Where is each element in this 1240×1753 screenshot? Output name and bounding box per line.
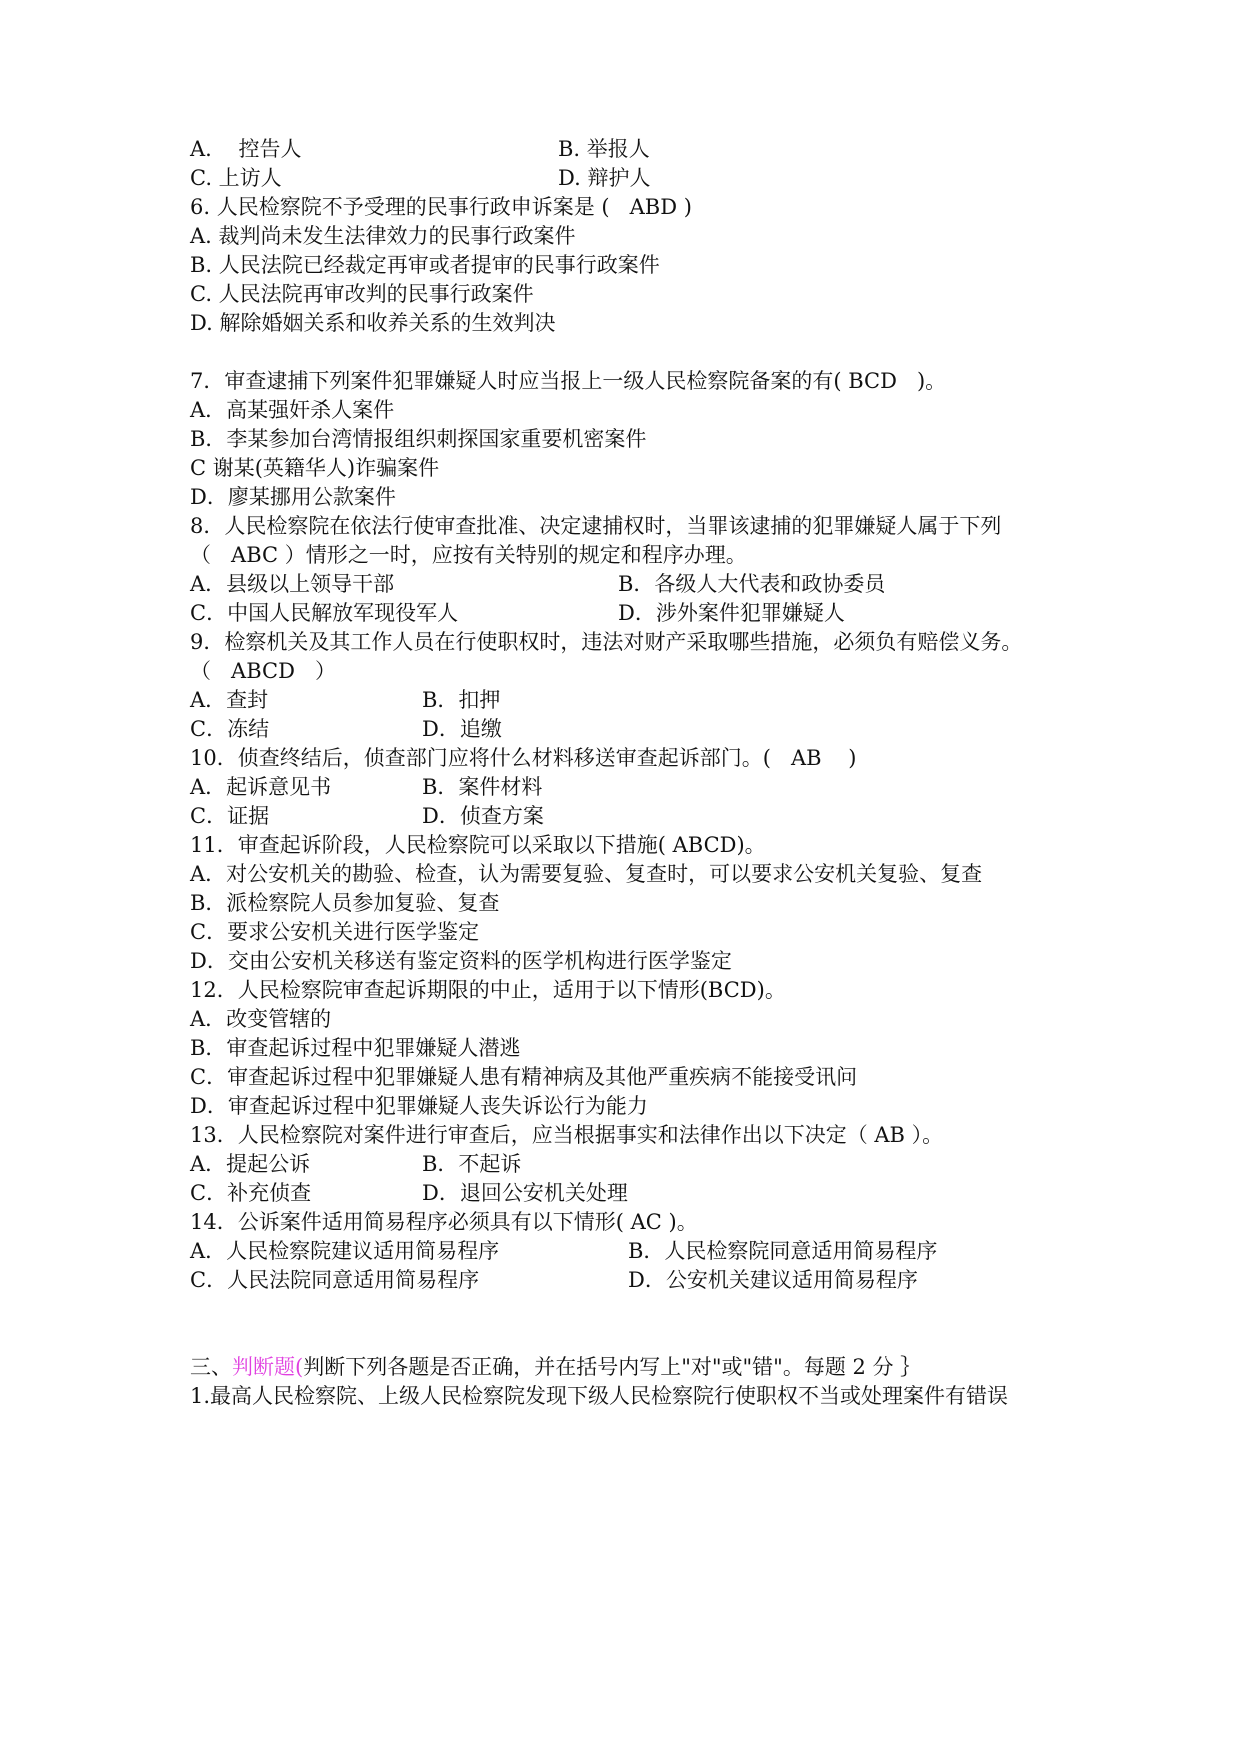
q6-option-c: C. 人民法院再审改判的民事行政案件 [190,282,534,306]
q10-option-d: D．侦查方案 [422,804,544,828]
q11-option-d: D．交由公安机关移送有鉴定资料的医学机构进行医学鉴定 [190,949,732,973]
q9-option-d: D．追缴 [422,717,502,741]
q10-option-a: A．起诉意见书 [190,775,332,799]
q8-options-row-1 [190,569,886,599]
q10-options-row-1 [190,772,543,802]
q8-options-row-2 [190,598,845,628]
q10-options-row-2 [190,801,544,831]
q8-option-c: C．中国人民解放军现役军人 [190,601,459,625]
q5-options-row-1 [190,134,650,164]
q11-option-c: C．要求公安机关进行医学鉴定 [190,920,480,944]
section-3-heading [190,1352,921,1382]
q8-option-a: A．县级以上领导干部 [190,572,395,596]
q14-options-row-2 [190,1265,918,1295]
q6-stem: 6. 人民检察院不予受理的民事行政申诉案是 ( ABD ) [190,195,692,219]
q9-option-c: C．冻结 [190,717,270,741]
q7-option-a: A．高某强奸杀人案件 [190,398,395,422]
q8-option-d: D．涉外案件犯罪嫌疑人 [618,601,845,625]
q14-option-a: A．人民检察院建议适用简易程序 [190,1239,500,1263]
q9-stem-line-1: 9．检察机关及其工作人员在行使职权时，违法对财产采取哪些措施，必须负有赔偿义务。 [190,630,1023,654]
q11-option-a: A．对公安机关的勘验、检查，认为需要复验、复查时，可以要求公安机关复验、复查 [190,862,983,886]
q9-option-b: B．扣押 [422,688,501,712]
q9-stem-line-2: （ ABCD ） [190,659,336,683]
q11-stem: 11．审查起诉阶段，人民检察院可以采取以下措施( ABCD)。 [190,833,766,857]
section-3-title: 判断题( [232,1355,304,1379]
q14-option-c: C．人民法院同意适用简易程序 [190,1268,480,1292]
q14-stem: 14．公诉案件适用简易程序必须具有以下情形( AC )。 [190,1210,698,1234]
q12-option-b: B．审查起诉过程中犯罪嫌疑人潜逃 [190,1036,521,1060]
q5-option-c: C. 上访人 [190,166,282,190]
q13-option-d: D．退回公安机关处理 [422,1181,628,1205]
q6-option-b: B. 人民法院已经裁定再审或者提审的民事行政案件 [190,253,660,277]
q10-option-c: C．证据 [190,804,270,828]
q7-stem: 7．审查逮捕下列案件犯罪嫌疑人时应当报上一级人民检察院备案的有( BCD )。 [190,369,947,393]
q5-option-b: B. 举报人 [558,137,650,161]
q14-option-d: D．公安机关建议适用简易程序 [628,1268,918,1292]
q7-option-b: B．李某参加台湾情报组织刺探国家重要机密案件 [190,427,647,451]
q13-option-b: B．不起诉 [422,1152,522,1176]
q5-option-d: D. 辩护人 [558,166,651,190]
q14-option-b: B．人民检察院同意适用简易程序 [628,1239,938,1263]
q9-options-row-2 [190,714,502,744]
q5-options-row-2 [190,163,651,193]
q8-stem-line-1: 8．人民检察院在依法行使审查批准、决定逮捕权时，当罪该逮捕的犯罪嫌疑人属于下列 [190,514,1002,538]
q13-option-c: C．补充侦查 [190,1181,312,1205]
q14-options-row-1 [190,1236,938,1266]
q9-option-a: A．查封 [190,688,269,712]
section-3-prefix: 三、 [190,1355,232,1379]
q6-option-d: D. 解除婚姻关系和收养关系的生效判决 [190,311,556,335]
q9-options-row-1 [190,685,501,715]
q12-option-d: D．审查起诉过程中犯罪嫌疑人丧失诉讼行为能力 [190,1094,648,1118]
judgment-q1-stem: 1.最高人民检察院、上级人民检察院发现下级人民检察院行使职权不当或处理案件有错误 [190,1384,1009,1408]
q12-stem: 12．人民检察院审查起诉期限的中止，适用于以下情形(BCD)。 [190,978,786,1002]
q10-stem: 10．侦查终结后，侦查部门应将什么材料移送审查起诉部门。( AB ) [190,746,857,770]
q13-option-a: A．提起公诉 [190,1152,311,1176]
q12-option-c: C．审查起诉过程中犯罪嫌疑人患有精神病及其他严重疾病不能接受讯问 [190,1065,858,1089]
q5-option-a: A. 控告人 [190,137,302,161]
q8-option-b: B．各级人大代表和政协委员 [618,572,886,596]
q7-option-d: D．廖某挪用公款案件 [190,485,396,509]
q13-options-row-1 [190,1149,522,1179]
q13-options-row-2 [190,1178,628,1208]
q6-option-a: A. 裁判尚未发生法律效力的民事行政案件 [190,224,576,248]
q8-stem-line-2: （ ABC ）情形之一时，应按有关特别的规定和程序办理。 [190,543,747,567]
q10-option-b: B．案件材料 [422,775,543,799]
q11-option-b: B．派检察院人员参加复验、复查 [190,891,500,915]
section-3-instructions: 判断下列各题是否正确，并在括号内写上"对"或"错"。每题 2 分 ｝ [303,1355,922,1379]
q12-option-a: A．改变管辖的 [190,1007,332,1031]
q7-option-c: C 谢某(英籍华人)诈骗案件 [190,456,440,480]
q13-stem: 13．人民检察院对案件进行审查后，应当根据事实和法律作出以下决定（ AB ）。 [190,1123,944,1147]
